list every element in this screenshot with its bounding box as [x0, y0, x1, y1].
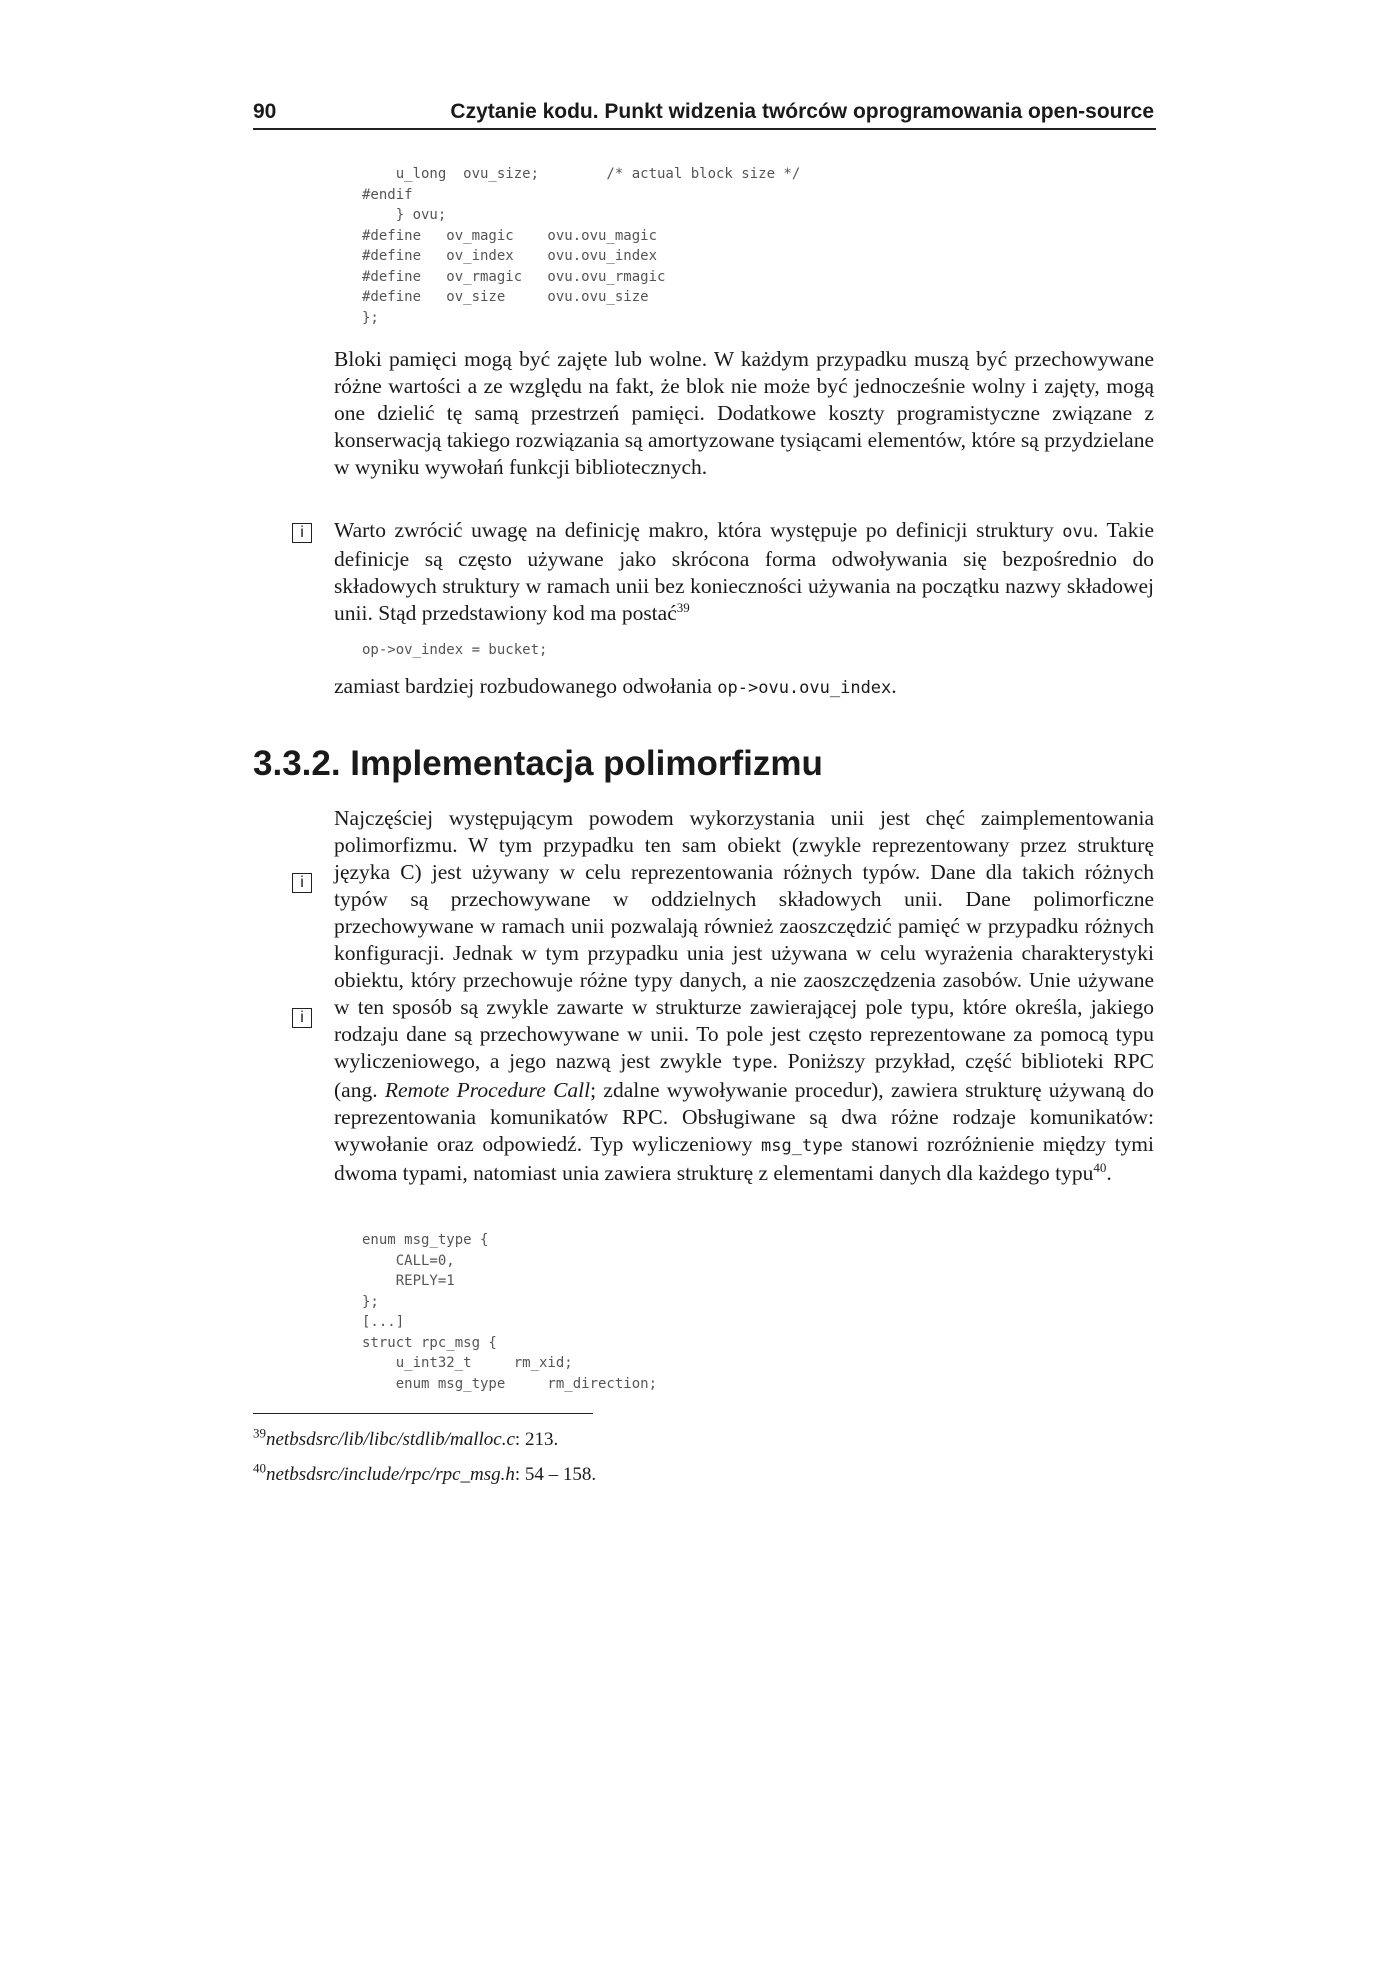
- inline-code-ovu: ovu: [1062, 522, 1093, 542]
- code-listing-bucket: op->ov_index = bucket;: [362, 642, 548, 658]
- footnote-ref-40[interactable]: 40: [1093, 1159, 1107, 1175]
- inline-code-ovu-index: op->ovu.ovu_index: [717, 678, 892, 698]
- running-title: Czytanie kodu. Punkt widzenia twórców oprogramowania open-source: [450, 100, 1154, 123]
- inline-code-type: type: [731, 1053, 773, 1073]
- code-listing-rpc-msg: enum msg_type { CALL=0, REPLY=1 }; [...] struct rpc_msg { u_int32_t rm_xid; enum msg_type rm_direction;: [362, 1232, 658, 1392]
- section-heading: 3.3.2. Implementacja polimorfizmu: [253, 744, 823, 783]
- footnote-source-path: netbsdsrc/lib/libc/stdlib/malloc.c: [266, 1429, 515, 1450]
- inline-code-msg-type: msg_type: [761, 1136, 843, 1156]
- footnote-ref-39[interactable]: 39: [676, 599, 690, 615]
- italic-rpc-term: Remote Procedure Call: [384, 1078, 591, 1102]
- info-icon: i: [292, 1008, 312, 1028]
- page-number: 90: [253, 100, 277, 123]
- paragraph-memory-blocks: Bloki pamięci mogą być zajęte lub wolne. W każdym przypadku muszą być przechowywane różne wartości a ze względu na fakt, że blok nie może być jednocześnie wolny i zajęty, mogą one dzielić tę samą przestrzeń pamięci. Dodatkowe koszty programistyczne związane z konserwacją takiego rozwiązania są amortyzowane tysiącami elementów, które są przydzielane w wyniku wywołań funkcji bibliotecznych.: [334, 347, 1155, 479]
- code-listing-ovu: u_long ovu_size; /* actual block size */ #endif } ovu; #define ov_magic ovu.ovu_magic #define ov_index ovu.ovu_index #define ov_rmagic ovu.ovu_rmagic #define ov_size ovu.ovu_size };: [362, 166, 801, 326]
- footnote-divider: [253, 1413, 593, 1414]
- info-icon: i: [292, 523, 312, 543]
- paragraph-polymorphism: Najczęściej występującym powodem wykorzystania unii jest chęć zaimplementowania polimorfizmu. W tym przypadku ten sam obiekt (zwykle reprezentowany przez strukturę języka C) jest używany w celu reprezentowania różnych typów. Dane dla takich różnych typów są przechowywane w oddzielnych składowych unii. Dane polimorficzne przechowywane w ramach unii pozwalają również zaoszczędzić pamięć w przypadku różnych konfiguracji. Jednak w tym przypadku unia jest używana w celu wyrażenia charakterystyki obiektu, który przechowuje różne typy danych, a nie zaoszczędzenia zasobów. Unie używane w ten sposób są zwykle zawarte w strukturze zawierającej pole typu, które określa, jakiego rodzaju dane są przechowywane w unii. To pole jest często reprezentowane za pomocą typu wyliczeniowego, a jego nazwą jest zwykle type. Poniższy przykład, część biblioteki RPC (ang. Remote Procedure Call; zdalne wywoływanie procedur), zawiera strukturę używaną do reprezentowania komunikatów RPC. Obsługiwane są dwa różne rodzaje komunikatów: wywołanie oraz odpowiedź. Typ wyliczeniowy msg_type stanowi rozróżnienie między tymi dwoma typami, natomiast unia zawiera strukturę z elementami danych dla każdego typu$^{40}$.: [334, 806, 1154, 1185]
- footnote-40: $^{40}$netbsdsrc/include/rpc/rpc_msg.h: 54 – 158.: [253, 1460, 597, 1485]
- page-header: [253, 100, 1156, 130]
- info-icon: i: [292, 873, 312, 893]
- footnote-number: 40: [253, 1460, 266, 1476]
- paragraph-macro-definition: Warto zwrócić uwagę na definicję makro, która występuje po definicji struktury ovu. Takie definicje są często używane jako skrócona forma odwoływania się bezpośrednio do składowych struktury w ramach unii bez konieczności używania na początku nazwy składowej unii. Stąd przedstawiony kod ma postać$^{39}$: [334, 518, 1154, 625]
- footnote-source-path: netbsdsrc/include/rpc/rpc_msg.h: [266, 1464, 515, 1485]
- footnote-number: 39: [253, 1425, 266, 1441]
- footnote-39: $^{39}$netbsdsrc/lib/libc/stdlib/malloc.c: 213.: [253, 1425, 559, 1450]
- paragraph-instead-of: zamiast bardziej rozbudowanego odwołania op->ovu.ovu_index.: [334, 674, 897, 698]
